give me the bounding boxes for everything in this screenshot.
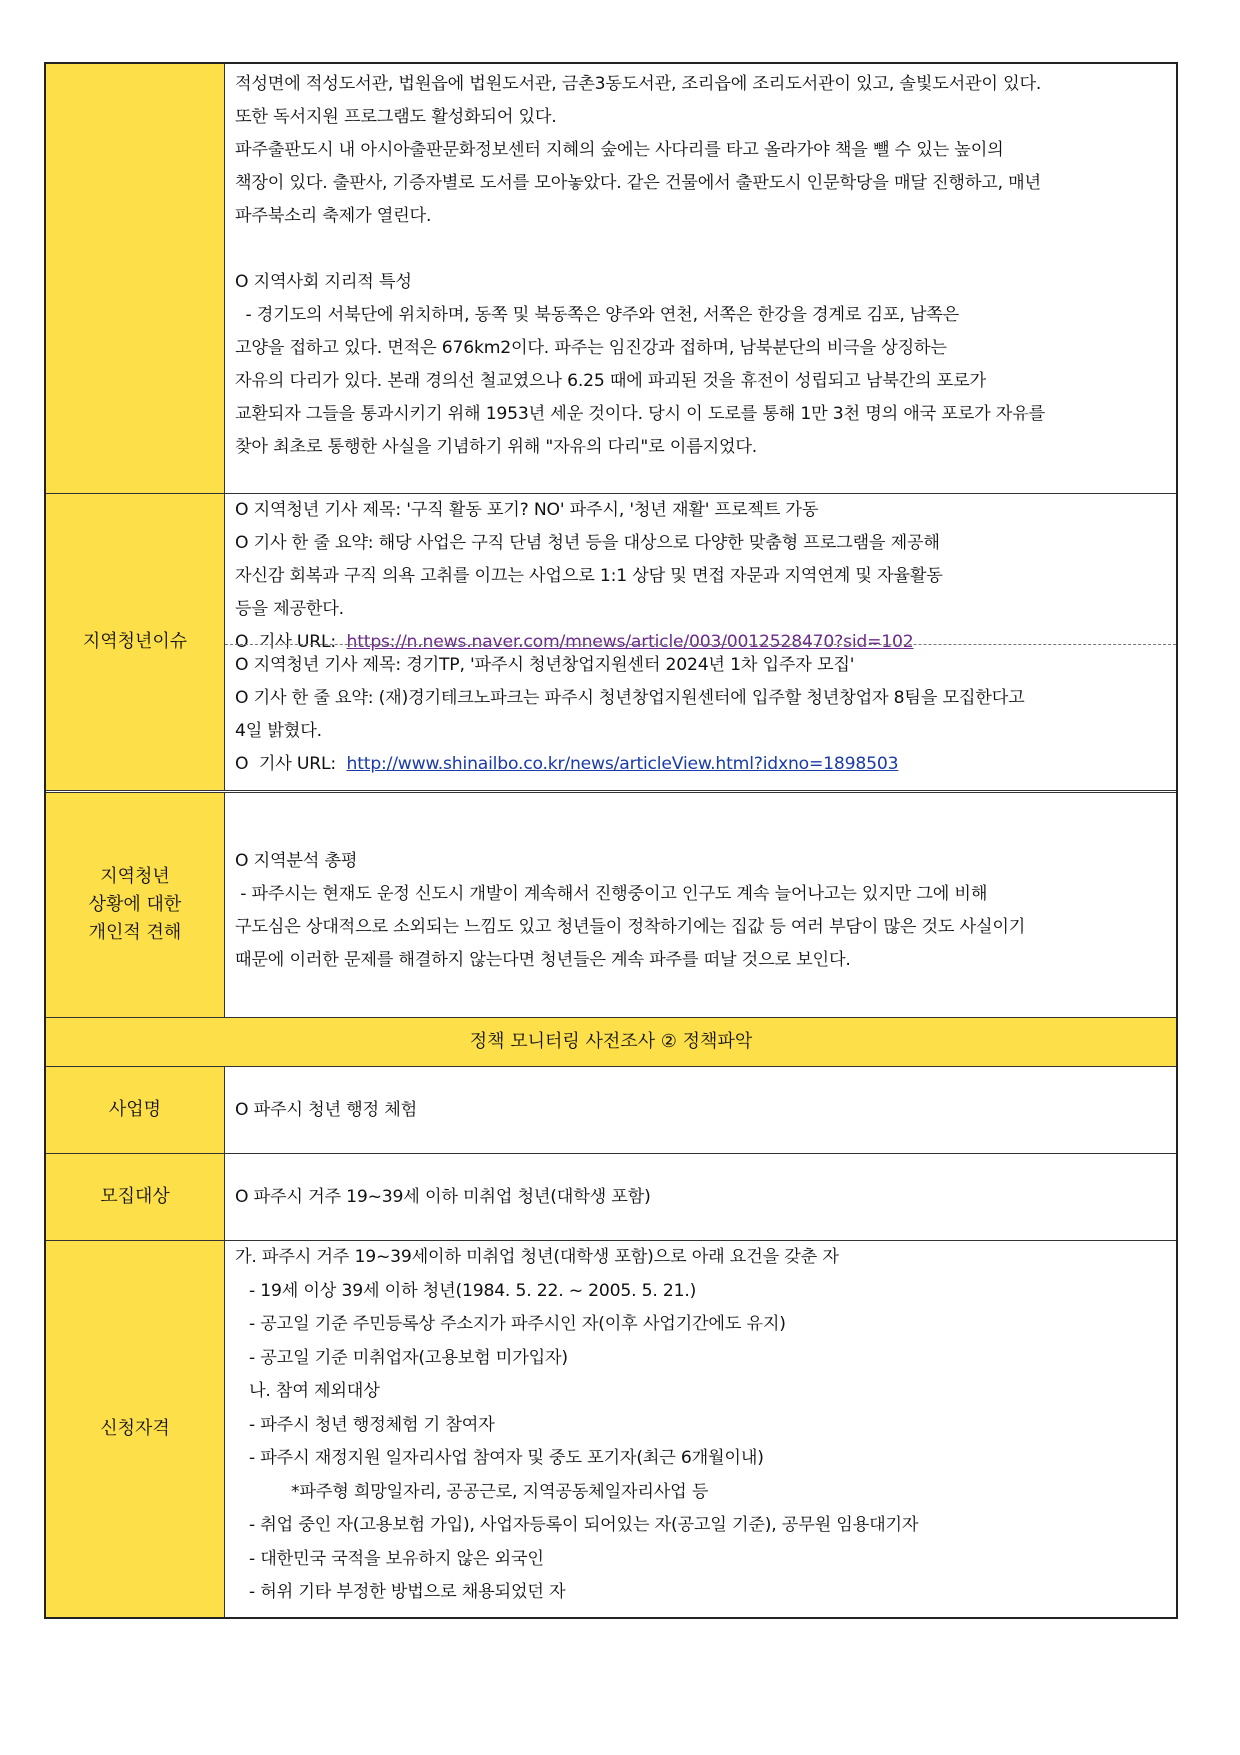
article-2-summary: O 기사 한 줄 요약: (재)경기테크노파크는 파주시 청년창업지원센터에 입주할 청년창업자 8팀을 모집한다고 xyxy=(235,688,1025,708)
qualification-line: 나. 참여 제외대상 xyxy=(249,1381,380,1401)
opinion-label: 지역청년 상황에 대한 개인적 견해 xyxy=(46,793,225,1017)
article-1-summary: 등을 제공한다. xyxy=(235,599,344,619)
intro-row xyxy=(46,62,1176,493)
opinion-content xyxy=(225,793,1176,1017)
qualification-line: - 공고일 기준 주민등록상 주소지가 파주시인 자(이후 사업기간에도 유지) xyxy=(249,1314,786,1334)
opinion-row xyxy=(46,790,1176,1017)
qualification-line: - 19세 이상 39세 이하 청년(1984. 5. 22. ~ 2005. 5. 21.) xyxy=(249,1280,697,1301)
article-2-url-line xyxy=(235,748,1168,781)
qualification-line: - 파주시 청년 행정체험 기 참여자 xyxy=(249,1414,495,1435)
qualification-line: *파주형 희망일자리, 공공근로, 지역공동체일자리사업 등 xyxy=(291,1481,709,1502)
geo-heading: O 지역사회 지리적 특성 xyxy=(235,272,412,292)
article-1-url-label: O 기사 URL: xyxy=(235,632,347,652)
article-2-title: O 지역청년 기사 제목: 경기TP, '파주시 청년창업지원센터 2024년 1차 입주자 모집' xyxy=(235,655,855,675)
article-2-url-link[interactable]: http://www.shinailbo.co.kr/news/articleView.html?idxno=1898503 xyxy=(346,754,899,774)
recruit-label: 모집대상 xyxy=(46,1154,225,1240)
opinion-line: 구도심은 상대적으로 소외되는 느낌도 있고 청년들이 정착하기에는 집값 등 여러 부담이 많은 것도 사실이기 xyxy=(235,917,1026,937)
geo-line: 교환되자 그들을 통과시키기 위해 1953년 세운 것이다. 당시 이 도로를 통해 1만 3천 명의 애국 포로가 자유를 xyxy=(235,404,1046,424)
project-value: O 파주시 청년 행정 체험 xyxy=(235,1099,418,1120)
article-1-summary: 자신감 회복과 구직 의욕 고취를 이끄는 사업으로 1:1 상담 및 면접 자문과 지역연계 및 자율활동 xyxy=(235,566,943,586)
qualification-line: - 파주시 재정지원 일자리사업 참여자 및 중도 포기자(최근 6개월이내) xyxy=(249,1448,764,1468)
recruit-value: O 파주시 거주 19~39세 이하 미취업 청년(대학생 포함) xyxy=(235,1186,651,1207)
geo-line: 고양을 접하고 있다. 면적은 676km2이다. 파주는 임진강과 접하며, 남북분단의 비극을 상징하는 xyxy=(235,338,947,358)
geo-line: - 경기도의 서북단에 위치하며, 동쪽 및 북동쪽은 양주와 연천, 서쪽은 한강을 경계로 김포, 남쪽은 xyxy=(235,305,960,325)
issue-label: 지역청년이슈 xyxy=(46,494,225,790)
article-2 xyxy=(225,644,1176,790)
intro-line: 파주북소리 축제가 열린다. xyxy=(235,206,432,226)
qualification-line: - 대한민국 국적을 보유하지 않은 외국인 xyxy=(249,1548,544,1569)
qualification-label: 신청자격 xyxy=(46,1241,225,1617)
geo-line: 자유의 다리가 있다. 본래 경의선 철교였으나 6.25 때에 파괴된 것을 휴전이 성립되고 남북간의 포로가 xyxy=(235,371,986,391)
qualification-line: - 공고일 기준 미취업자(고용보험 미가입자) xyxy=(249,1347,568,1368)
qualification-content xyxy=(225,1241,1176,1617)
opinion-line: - 파주시는 현재도 운정 신도시 개발이 계속해서 진행중이고 인구도 계속 늘어나고는 있지만 그에 비해 xyxy=(235,884,988,904)
intro-line: 또한 독서지원 프로그램도 활성화되어 있다. xyxy=(235,107,557,127)
intro-line: 책장이 있다. 출판사, 기증자별로 도서를 모아놓았다. 같은 건물에서 출판도시 인문학당을 매달 진행하고, 매년 xyxy=(235,173,1041,193)
opinion-line: 때문에 이러한 문제를 해결하지 않는다면 청년들은 계속 파주를 떠날 것으로 보인다. xyxy=(235,950,851,970)
article-1 xyxy=(225,494,1176,652)
qualification-row xyxy=(46,1240,1176,1619)
article-1-title: O 지역청년 기사 제목: '구직 활동 포기? NO' 파주시, '청년 재활' 프로젝트 가동 xyxy=(235,500,819,520)
article-2-url-label: O 기사 URL: xyxy=(235,754,347,774)
qualification-line: - 허위 기타 부정한 방법으로 채용되었던 자 xyxy=(249,1582,566,1602)
article-2-summary: 4일 밝혔다. xyxy=(235,721,322,741)
project-row xyxy=(46,1066,1176,1153)
document-table xyxy=(44,62,1178,1619)
qualification-line: - 취업 중인 자(고용보험 가입), 사업자등록이 되어있는 자(공고일 기준), 공무원 임용대기자 xyxy=(249,1515,919,1535)
intro-label-cell xyxy=(46,64,225,493)
section-header: 정책 모니터링 사전조사 ② 정책파악 xyxy=(46,1017,1176,1066)
project-label: 사업명 xyxy=(46,1067,225,1153)
intro-line: 적성면에 적성도서관, 법원읍에 법원도서관, 금촌3동도서관, 조리읍에 조리도서관이 있고, 솔빛도서관이 있다. xyxy=(235,74,1042,94)
geo-line: 찾아 최초로 통행한 사실을 기념하기 위해 "자유의 다리"로 이름지었다. xyxy=(235,437,758,457)
article-1-url-link[interactable]: https://n.news.naver.com/mnews/article/003/0012528470?sid=102 xyxy=(346,632,914,652)
qualification-line: 가. 파주시 거주 19~39세이하 미취업 청년(대학생 포함)으로 아래 요건을 갖춘 자 xyxy=(235,1247,839,1267)
opinion-heading: O 지역분석 총평 xyxy=(235,851,358,871)
recruit-row xyxy=(46,1153,1176,1240)
intro-content xyxy=(225,64,1176,493)
article-1-summary: O 기사 한 줄 요약: 해당 사업은 구직 단념 청년 등을 대상으로 다양한 맞춤형 프로그램을 제공해 xyxy=(235,533,940,553)
intro-line: 파주출판도시 내 아시아출판문화정보센터 지혜의 숲에는 사다리를 타고 올라가야 책을 뺄 수 있는 높이의 xyxy=(235,140,1004,160)
issue-row xyxy=(46,493,1176,790)
